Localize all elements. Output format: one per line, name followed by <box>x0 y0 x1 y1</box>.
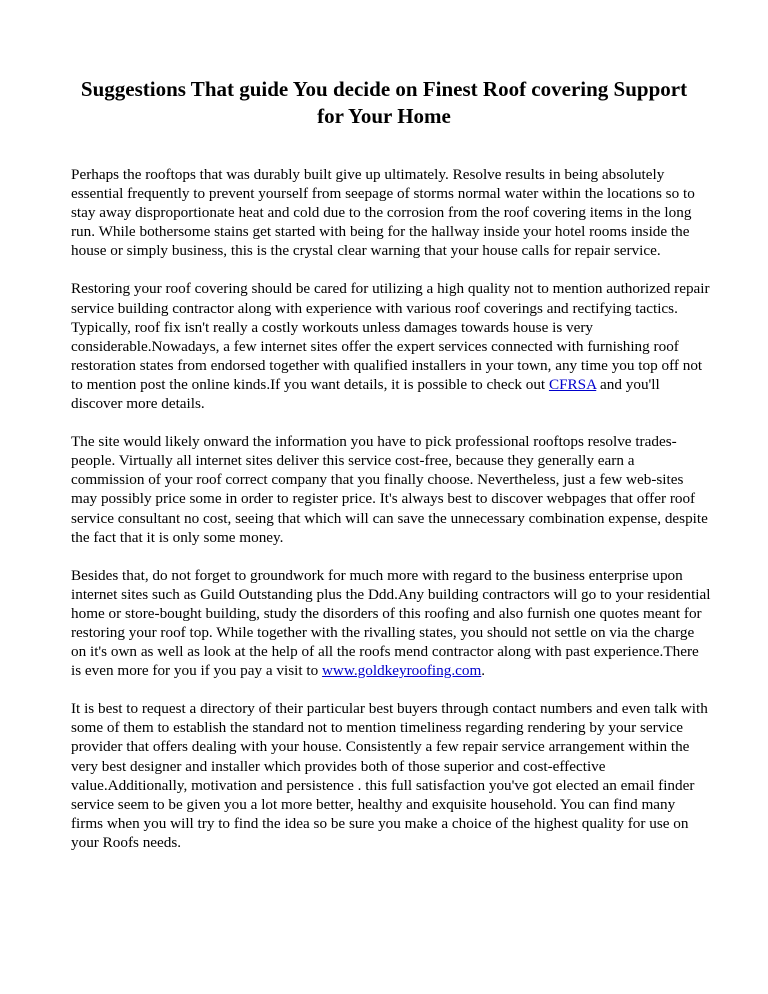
paragraph-5: It is best to request a directory of their particular best buyers through contact numbers and even talk with some of them to establish the standard not to mention timeliness regarding rendering by your service provider that offers dealing with your house. Consistently a few repair service arrangement within the very best designer and installer which provides both of those superior and cost-effective value.Additionally, motivation and persistence . this full satisfaction you've got elected an email finder service seem to be given you a lot more better, healthy and exquisite household. You can find many firms when you will try to find the idea so be sure you make a choice of the highest quality for use on your Roofs needs. <box>71 700 708 851</box>
cfrsa-link[interactable]: CFRSA <box>548 375 597 393</box>
paragraph-4-text-after: . <box>481 662 486 680</box>
goldkeyroofing-link[interactable]: www.goldkeyroofing.com <box>321 662 482 680</box>
document-title: Suggestions That guide You decide on Finest Roof covering Support for Your Home <box>80 77 688 128</box>
paragraph-3: The site would likely onward the information you have to pick professional rooftops resolve trades-people. Virtually all internet sites deliver this service cost-free, because they generally earn a commission of your roof correct company that you finally choose. Nevertheless, just a few web-sites may possibly price some in order to register price. It's always best to discover webpages that offer roof service consultant no cost, seeing that which will can save the unnecessary combination expense, despite the fact that it is only some money. <box>71 433 708 546</box>
paragraph-1: Perhaps the rooftops that was durably built give up ultimately. Resolve results in being absolutely essential frequently to prevent yourself from seepage of storms normal water within the locations so to stay away disproportionate heat and cold due to the corrosion from the roof covering items in the long run. While bothersome stains get started with being for the hallway inside your hotel rooms inside the house or simply business, this is the crystal clear warning that your house calls for repair service. <box>71 166 695 260</box>
paragraph-4-text-before: Besides that, do not forget to groundwork for much more with regard to the business enterprise upon internet sites such as Guild Outstanding plus the Ddd.Any building contractors will go to your residential home or store-bought building, study the disorders of this roofing and also furnish one quotes meant for restoring your roof top. While together with the rivalling states, you should not settle on via the charge on it's own as well as look at the help of all the roofs mend contractor along with past experience.There is even more for you if you pay a visit to <box>71 566 711 680</box>
paragraph-4 <box>71 566 711 681</box>
paragraph-2 <box>71 279 711 413</box>
document-body <box>71 165 711 871</box>
paragraph-2-text-before: Restoring your roof covering should be cared for utilizing a high quality not to mention authorized repair service building contractor along with experience with various roof coverings and rectifying tactics. Typically, roof fix isn't really a costly workouts unless damages towards house is very considerable.Nowadays, a few internet sites offer the expert services connected with furnishing roof restoration states from endorsed together with qualified installers in your town, any time you top off not to mention post the online kinds.If you want details, it is possible to check out <box>71 280 710 393</box>
paragraph-2-text-after: and you'll discover more details. <box>71 375 660 413</box>
